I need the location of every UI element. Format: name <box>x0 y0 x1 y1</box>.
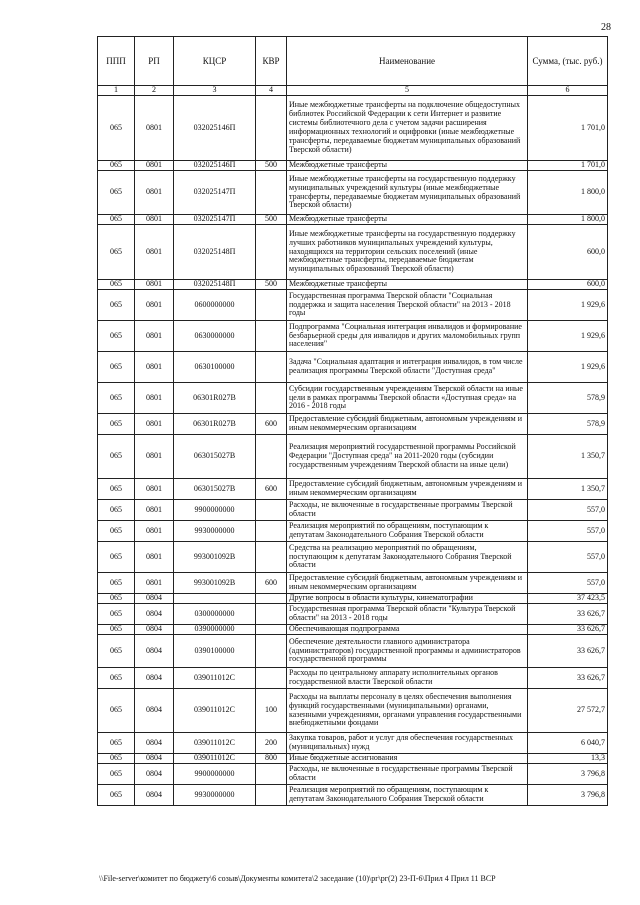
cell-name: Обеспечивающая подпрограмма <box>287 625 528 635</box>
cell-name: Государственная программа Тверской области "Культура Тверской области" на 2013 - 2018 годы <box>287 604 528 625</box>
cell-name: Обеспечение деятельности главного администратора (администраторов) государственной программы и администраторов государственной программы <box>287 635 528 668</box>
table-row <box>98 500 608 521</box>
cell-name: Государственная программа Тверской области "Социальная поддержка и защита населения Тверской области" на 2013 - 2018 годы <box>287 290 528 321</box>
cell-name: Субсидии государственным учреждениям Тверской области на иные цели в рамках программы Тверской области «Доступная среда» на 2016 - 2018 годы <box>287 383 528 414</box>
cell-sum: 33 626,7 <box>528 668 608 689</box>
cell-sum: 33 626,7 <box>528 604 608 625</box>
cell-ppp: 065 <box>98 171 135 215</box>
cell-rp: 0804 <box>135 635 174 668</box>
cell-ppp: 065 <box>98 96 135 161</box>
cell-rp: 0801 <box>135 521 174 542</box>
cell-ppp: 065 <box>98 500 135 521</box>
cell-kvr: 600 <box>256 414 287 435</box>
cell-ppp: 065 <box>98 280 135 290</box>
cell-sum: 33 626,7 <box>528 625 608 635</box>
cell-kcsr: 0630100000 <box>174 352 256 383</box>
cell-rp: 0804 <box>135 764 174 785</box>
table-row <box>98 635 608 668</box>
cell-kvr <box>256 542 287 573</box>
cell-kvr <box>256 383 287 414</box>
cell-rp: 0804 <box>135 625 174 635</box>
cell-sum: 1 929,6 <box>528 290 608 321</box>
cell-ppp: 065 <box>98 785 135 806</box>
cell-sum: 1 701,0 <box>528 96 608 161</box>
cell-name: Межбюджетные трансферты <box>287 161 528 171</box>
cell-kcsr: 06301R027В <box>174 383 256 414</box>
table-row <box>98 785 608 806</box>
cell-rp: 0801 <box>135 171 174 215</box>
cell-ppp: 065 <box>98 321 135 352</box>
cell-ppp: 065 <box>98 668 135 689</box>
cell-rp: 0801 <box>135 542 174 573</box>
cell-sum: 557,0 <box>528 542 608 573</box>
cell-kvr: 800 <box>256 754 287 764</box>
cell-sum: 557,0 <box>528 573 608 594</box>
cell-ppp: 065 <box>98 383 135 414</box>
cell-kvr <box>256 500 287 521</box>
cell-sum: 1 929,6 <box>528 352 608 383</box>
cell-name: Расходы на выплаты персоналу в целях обеспечения выполнения функций государственными (муниципальными) органами, казенными учреждениями, органами управления государственными внебюджетными фондами <box>287 689 528 733</box>
page-number: 28 <box>601 22 611 33</box>
cell-rp: 0804 <box>135 594 174 604</box>
table-row <box>98 96 608 161</box>
cell-sum: 1 701,0 <box>528 161 608 171</box>
cell-rp: 0801 <box>135 225 174 280</box>
cell-sum: 1 350,7 <box>528 435 608 479</box>
cell-kvr <box>256 352 287 383</box>
cell-kvr <box>256 290 287 321</box>
cell-kvr <box>256 171 287 215</box>
cell-kvr <box>256 668 287 689</box>
col-number: 2 <box>135 86 174 96</box>
cell-kcsr: 032025148П <box>174 280 256 290</box>
column-number-row <box>98 86 608 96</box>
cell-rp: 0801 <box>135 215 174 225</box>
cell-ppp: 065 <box>98 604 135 625</box>
cell-kvr: 500 <box>256 280 287 290</box>
cell-ppp: 065 <box>98 764 135 785</box>
cell-kvr <box>256 604 287 625</box>
cell-rp: 0801 <box>135 290 174 321</box>
cell-ppp: 065 <box>98 435 135 479</box>
cell-kcsr: 993001092В <box>174 573 256 594</box>
cell-ppp: 065 <box>98 625 135 635</box>
cell-sum: 33 626,7 <box>528 635 608 668</box>
cell-kvr: 500 <box>256 215 287 225</box>
cell-rp: 0804 <box>135 689 174 733</box>
table-row <box>98 321 608 352</box>
table-row <box>98 764 608 785</box>
file-path-footer: \\File-server\комитет по бюджету\6 созыв\Документы комитета\2 заседание (10)\рг\рг(2) 23-П-6\Прил 4 Прил 11 ВСР <box>99 874 496 883</box>
table-row <box>98 414 608 435</box>
cell-kcsr: 9900000000 <box>174 500 256 521</box>
cell-sum: 600,0 <box>528 225 608 280</box>
cell-name: Расходы, не включенные в государственные программы Тверской области <box>287 500 528 521</box>
cell-kvr <box>256 96 287 161</box>
cell-ppp: 065 <box>98 573 135 594</box>
cell-kcsr: 9900000000 <box>174 764 256 785</box>
cell-rp: 0804 <box>135 668 174 689</box>
cell-kvr <box>256 635 287 668</box>
cell-name: Предоставление субсидий бюджетным, автономным учреждениям и иным некоммерческим организациям <box>287 414 528 435</box>
table-row <box>98 625 608 635</box>
table-row <box>98 689 608 733</box>
cell-ppp: 065 <box>98 521 135 542</box>
cell-kvr <box>256 594 287 604</box>
table-row <box>98 435 608 479</box>
cell-name: Межбюджетные трансферты <box>287 215 528 225</box>
cell-kvr <box>256 225 287 280</box>
cell-name: Иные бюджетные ассигнования <box>287 754 528 764</box>
cell-kvr: 100 <box>256 689 287 733</box>
cell-kcsr: 063015027В <box>174 435 256 479</box>
cell-rp: 0801 <box>135 321 174 352</box>
table-row <box>98 225 608 280</box>
cell-kvr <box>256 764 287 785</box>
cell-kcsr <box>174 594 256 604</box>
cell-name: Расходы по центральному аппарату исполнительных органов государственной власти Тверской области <box>287 668 528 689</box>
table-row <box>98 594 608 604</box>
cell-ppp: 065 <box>98 689 135 733</box>
table-row <box>98 733 608 754</box>
table-row <box>98 352 608 383</box>
table-row <box>98 521 608 542</box>
table-row <box>98 383 608 414</box>
cell-ppp: 065 <box>98 161 135 171</box>
cell-rp: 0804 <box>135 754 174 764</box>
cell-name: Реализация мероприятий государственной программы Российской Федерации "Доступная среда" на 2011-2020 годы (субсидии государственным учреждениям Тверской области на иные цели) <box>287 435 528 479</box>
cell-ppp: 065 <box>98 542 135 573</box>
cell-ppp: 065 <box>98 225 135 280</box>
col-header-ppp: ППП <box>98 37 135 86</box>
col-header-rp: РП <box>135 37 174 86</box>
table-row <box>98 280 608 290</box>
cell-rp: 0801 <box>135 161 174 171</box>
cell-kcsr: 032025146П <box>174 161 256 171</box>
cell-kcsr: 0600000000 <box>174 290 256 321</box>
cell-ppp: 065 <box>98 352 135 383</box>
cell-name: Иные межбюджетные трансферты на подключение общедоступных библиотек Российской Федерации к сети Интернет и развитие системы библиотечного дела с учетом задачи расширения информационных технологий и оцифровки (иные межбюджетные трансферты, передаваемые бюджетам муниципальных образований Тверской области) <box>287 96 528 161</box>
cell-name: Задача "Социальная адаптация и интеграция инвалидов, в том числе реализация программы Тверской области "Доступная среда" <box>287 352 528 383</box>
cell-name: Межбюджетные трансферты <box>287 280 528 290</box>
cell-kcsr: 063015027В <box>174 479 256 500</box>
cell-name: Средства на реализацию мероприятий по обращениям, поступающим к депутатам Законодательного Собрания Тверской области <box>287 542 528 573</box>
cell-kvr <box>256 321 287 352</box>
cell-rp: 0801 <box>135 573 174 594</box>
cell-name: Расходы, не включенные в государственные программы Тверской области <box>287 764 528 785</box>
cell-name: Иные межбюджетные трансферты на государственную поддержку муниципальных учреждений культуры (иные межбюджетные трансферты, передаваемые бюджетам муниципальных образований Тверской области) <box>287 171 528 215</box>
cell-kcsr: 032025147П <box>174 215 256 225</box>
cell-name: Другие вопросы в области культуры, кинематографии <box>287 594 528 604</box>
cell-kcsr: 0300000000 <box>174 604 256 625</box>
table-row <box>98 573 608 594</box>
col-number: 5 <box>287 86 528 96</box>
cell-rp: 0801 <box>135 435 174 479</box>
col-number: 1 <box>98 86 135 96</box>
cell-sum: 6 040,7 <box>528 733 608 754</box>
cell-kcsr: 032025147П <box>174 171 256 215</box>
col-number: 3 <box>174 86 256 96</box>
cell-kcsr: 9930000000 <box>174 785 256 806</box>
col-number: 4 <box>256 86 287 96</box>
cell-rp: 0804 <box>135 733 174 754</box>
table-row <box>98 161 608 171</box>
cell-kcsr: 032025146П <box>174 96 256 161</box>
cell-kcsr: 0390100000 <box>174 635 256 668</box>
cell-name: Закупка товаров, работ и услуг для обеспечения государственных (муниципальных) нужд <box>287 733 528 754</box>
cell-kvr: 600 <box>256 479 287 500</box>
cell-kcsr: 0630000000 <box>174 321 256 352</box>
table-row <box>98 290 608 321</box>
col-header-sum: Сумма, (тыс. руб.) <box>528 37 608 86</box>
cell-kcsr: 9930000000 <box>174 521 256 542</box>
cell-sum: 3 796,8 <box>528 764 608 785</box>
cell-sum: 1 800,0 <box>528 171 608 215</box>
cell-sum: 27 572,7 <box>528 689 608 733</box>
cell-kcsr: 039011012С <box>174 754 256 764</box>
cell-kcsr: 039011012С <box>174 733 256 754</box>
cell-sum: 37 423,5 <box>528 594 608 604</box>
cell-ppp: 065 <box>98 414 135 435</box>
cell-ppp: 065 <box>98 215 135 225</box>
cell-kvr <box>256 521 287 542</box>
cell-ppp: 065 <box>98 635 135 668</box>
table-row <box>98 171 608 215</box>
cell-rp: 0804 <box>135 604 174 625</box>
cell-ppp: 065 <box>98 733 135 754</box>
cell-name: Реализация мероприятий по обращениям, поступающим к депутатам Законодательного Собрания Тверской области <box>287 521 528 542</box>
table-row <box>98 215 608 225</box>
cell-rp: 0801 <box>135 479 174 500</box>
cell-sum: 3 796,8 <box>528 785 608 806</box>
table-body <box>98 96 608 806</box>
cell-name: Иные межбюджетные трансферты на государственную поддержку лучших работников муниципальных учреждений культуры, находящихся на территории сельских поселений (иные межбюджетные трансферты, передаваемые бюджетам муниципальных образований Тверской области) <box>287 225 528 280</box>
cell-sum: 13,3 <box>528 754 608 764</box>
cell-ppp: 065 <box>98 290 135 321</box>
table-row <box>98 604 608 625</box>
cell-sum: 557,0 <box>528 500 608 521</box>
cell-rp: 0801 <box>135 383 174 414</box>
budget-table <box>97 36 608 806</box>
cell-sum: 1 800,0 <box>528 215 608 225</box>
col-header-kcsr: КЦСР <box>174 37 256 86</box>
table-row <box>98 754 608 764</box>
cell-name: Подпрограмма "Социальная интеграция инвалидов и формирование безбарьерной среды для инвалидов и других маломобильных групп населения" <box>287 321 528 352</box>
cell-kvr: 500 <box>256 161 287 171</box>
col-number: 6 <box>528 86 608 96</box>
cell-kcsr: 0390000000 <box>174 625 256 635</box>
cell-kcsr: 06301R027В <box>174 414 256 435</box>
cell-name: Предоставление субсидий бюджетным, автономным учреждениям и иным некоммерческим организациям <box>287 479 528 500</box>
cell-ppp: 065 <box>98 479 135 500</box>
table-row <box>98 542 608 573</box>
cell-sum: 1 350,7 <box>528 479 608 500</box>
cell-ppp: 065 <box>98 594 135 604</box>
cell-sum: 578,9 <box>528 383 608 414</box>
cell-kcsr: 039011012С <box>174 689 256 733</box>
cell-sum: 1 929,6 <box>528 321 608 352</box>
cell-rp: 0801 <box>135 352 174 383</box>
cell-rp: 0801 <box>135 500 174 521</box>
table-row <box>98 479 608 500</box>
col-header-kvr: КВР <box>256 37 287 86</box>
header-row <box>98 37 608 86</box>
cell-rp: 0801 <box>135 280 174 290</box>
col-header-name: Наименование <box>287 37 528 86</box>
cell-sum: 557,0 <box>528 521 608 542</box>
cell-sum: 578,9 <box>528 414 608 435</box>
cell-kcsr: 032025148П <box>174 225 256 280</box>
cell-kvr <box>256 435 287 479</box>
cell-rp: 0801 <box>135 414 174 435</box>
cell-kvr <box>256 625 287 635</box>
cell-sum: 600,0 <box>528 280 608 290</box>
cell-kvr: 600 <box>256 573 287 594</box>
cell-kvr <box>256 785 287 806</box>
cell-name: Предоставление субсидий бюджетным, автономным учреждениям и иным некоммерческим организациям <box>287 573 528 594</box>
table-row <box>98 668 608 689</box>
cell-kvr: 200 <box>256 733 287 754</box>
cell-ppp: 065 <box>98 754 135 764</box>
cell-kcsr: 039011012С <box>174 668 256 689</box>
cell-rp: 0801 <box>135 96 174 161</box>
cell-name: Реализация мероприятий по обращениям, поступающим к депутатам Законодательного Собрания Тверской области <box>287 785 528 806</box>
cell-kcsr: 993001092В <box>174 542 256 573</box>
cell-rp: 0804 <box>135 785 174 806</box>
